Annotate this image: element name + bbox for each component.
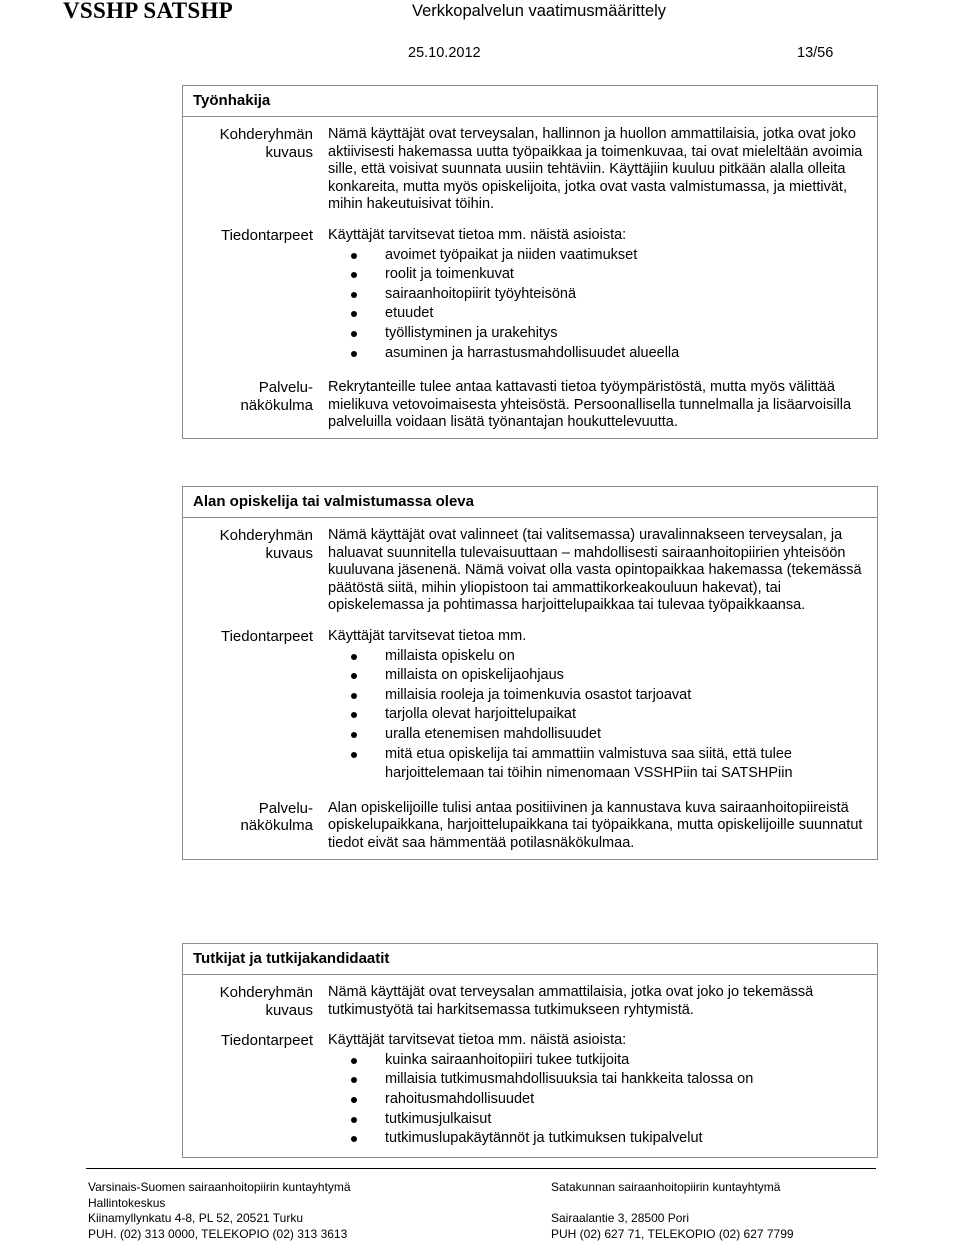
footer-org-name: Varsinais-Suomen sairaanhoitopiirin kuntayhtymä (88, 1180, 351, 1196)
footer-spacer (551, 1196, 794, 1212)
target-group-description: Nämä käyttäjät ovat valinneet (tai valitsemassa) uravalinnakseen terveysalan, ja haluavat suunnitella tulevaisuuttaan – mahdollisesti sairaanhoitopiirien yhteisöön kuuluvana jäsenenä. Nämä voivat olla vasta opintopaikkaa hakemassa (tekemässä päätöstä siitä, mihin yliopistoon tai ammattikorkeakouluun hakevat), tai opiskelemassa ja pohtimassa harjoittelupaikkaa tai tulevaa työpaikkaansa. (321, 518, 877, 623)
information-needs-label: Tiedontarpeet (183, 222, 321, 371)
document-date: 25.10.2012 (408, 45, 481, 61)
list-item: uralla etenemisen mahdollisuudet (328, 725, 871, 745)
list-item: millaisia rooleja ja toimenkuvia osastot tarjoavat (328, 686, 871, 706)
target-group-description: Nämä käyttäjät ovat terveysalan ammattilaisia, jotka ovat joko jo tekemässä tutkimustyötä tai harkitsemassa tutkimukseen ryhtymistä. (321, 975, 877, 1027)
information-needs-intro: Käyttäjät tarvitsevat tietoa mm. näistä asioista: (328, 1032, 871, 1050)
profile-title: Tutkijat ja tutkijakandidaatit (183, 944, 877, 975)
information-needs (321, 1027, 877, 1157)
information-needs-list (328, 647, 871, 784)
organization-title: VSSHP SATSHP (63, 0, 233, 24)
service-perspective-text: Rekrytanteille tulee antaa kattavasti tietoa työympäristöstä, mutta myös välittää mielikuva vetovoimaisesta yhteisöstä. Persoonallisella tunnelmalla ja lisäarvoisilla palveluilla voidaan lisätä työnantajan houkuttelevuutta. (321, 371, 877, 438)
user-profile-job-seeker (182, 85, 878, 439)
footer-right-address (551, 1180, 794, 1242)
target-group-label: Kohderyhmän kuvaus (183, 117, 321, 222)
page-number: 13/56 (797, 45, 833, 61)
user-profile-student (182, 486, 878, 860)
service-perspective-label: Palvelu- näkökulma (183, 792, 321, 859)
page-header (0, 0, 960, 70)
list-item: sairaanhoitopiirit työyhteisönä (328, 285, 871, 305)
list-item: työllistyminen ja urakehitys (328, 324, 871, 344)
list-item: millaista opiskelu on (328, 647, 871, 667)
target-group-label: Kohderyhmän kuvaus (183, 975, 321, 1027)
list-item: tutkimusjulkaisut (328, 1110, 871, 1130)
user-profile-researcher (182, 943, 878, 1158)
list-item: avoimet työpaikat ja niiden vaatimukset (328, 246, 871, 266)
information-needs-list (328, 246, 871, 364)
information-needs-intro: Käyttäjät tarvitsevat tietoa mm. (328, 628, 871, 646)
profile-title: Alan opiskelija tai valmistumassa oleva (183, 487, 877, 518)
footer-street-address: Sairaalantie 3, 28500 Pori (551, 1211, 794, 1227)
list-item: mitä etua opiskelija tai ammattiin valmistuva saa siitä, että tulee harjoittelemaan tai töihin nimenomaan VSSHPiin tai SATSHPiin (328, 745, 871, 784)
information-needs-intro: Käyttäjät tarvitsevat tietoa mm. näistä asioista: (328, 227, 871, 245)
information-needs (321, 222, 877, 371)
list-item: rahoitusmahdollisuudet (328, 1090, 871, 1110)
footer-left-address (88, 1180, 351, 1242)
profile-grid (183, 117, 877, 438)
footer-phone: PUH (02) 627 71, TELEKOPIO (02) 627 7799 (551, 1227, 794, 1242)
service-perspective-label: Palvelu- näkökulma (183, 371, 321, 438)
information-needs (321, 623, 877, 792)
list-item: kuinka sairaanhoitopiiri tukee tutkijoita (328, 1051, 871, 1071)
list-item: etuudet (328, 304, 871, 324)
footer-department: Hallintokeskus (88, 1196, 351, 1212)
service-perspective-text: Alan opiskelijoille tulisi antaa positiivinen ja kannustava kuva sairaanhoitopiireistä opiskelupaikkana, harjoittelupaikkana tai työpaikkana, mutta opiskelijoille suunnatut tiedot eivät saa hämmentää potilasnäkökulmaa. (321, 792, 877, 859)
profile-grid (183, 518, 877, 859)
footer-org-name: Satakunnan sairaanhoitopiirin kuntayhtymä (551, 1180, 794, 1196)
target-group-description: Nämä käyttäjät ovat terveysalan, hallinnon ja huollon ammattilaisia, jotka ovat joko aktiivisesti hakemassa uutta työpaikkaa ja toimenkuvaa, tai ovat mieleltään avoimia sille, että voisivat suunnata uusiin tehtäviin. Käyttäjiin kuuluu pitkään alalla olleita konkareita, mutta myös opiskelijoita, jotka ovat vasta valmistumassa, ja miettivät, mihin hakeutuisivat töihin. (321, 117, 877, 222)
document-title: Verkkopalvelun vaatimusmäärittely (412, 2, 666, 21)
list-item: millaista on opiskelijaohjaus (328, 666, 871, 686)
list-item: tutkimuslupakäytännöt ja tutkimuksen tukipalvelut (328, 1129, 871, 1149)
profile-grid (183, 975, 877, 1157)
footer-street-address: Kiinamyllynkatu 4-8, PL 52, 20521 Turku (88, 1211, 351, 1227)
footer-phone: PUH. (02) 313 0000, TELEKOPIO (02) 313 3613 (88, 1227, 351, 1242)
information-needs-label: Tiedontarpeet (183, 623, 321, 792)
list-item: millaisia tutkimusmahdollisuuksia tai hankkeita talossa on (328, 1070, 871, 1090)
list-item: roolit ja toimenkuvat (328, 265, 871, 285)
target-group-label: Kohderyhmän kuvaus (183, 518, 321, 623)
list-item: asuminen ja harrastusmahdollisuudet alueella (328, 344, 871, 364)
footer-divider (86, 1168, 876, 1169)
information-needs-label: Tiedontarpeet (183, 1027, 321, 1157)
information-needs-list (328, 1051, 871, 1149)
profile-title: Työnhakija (183, 86, 877, 117)
list-item: tarjolla olevat harjoittelupaikat (328, 705, 871, 725)
